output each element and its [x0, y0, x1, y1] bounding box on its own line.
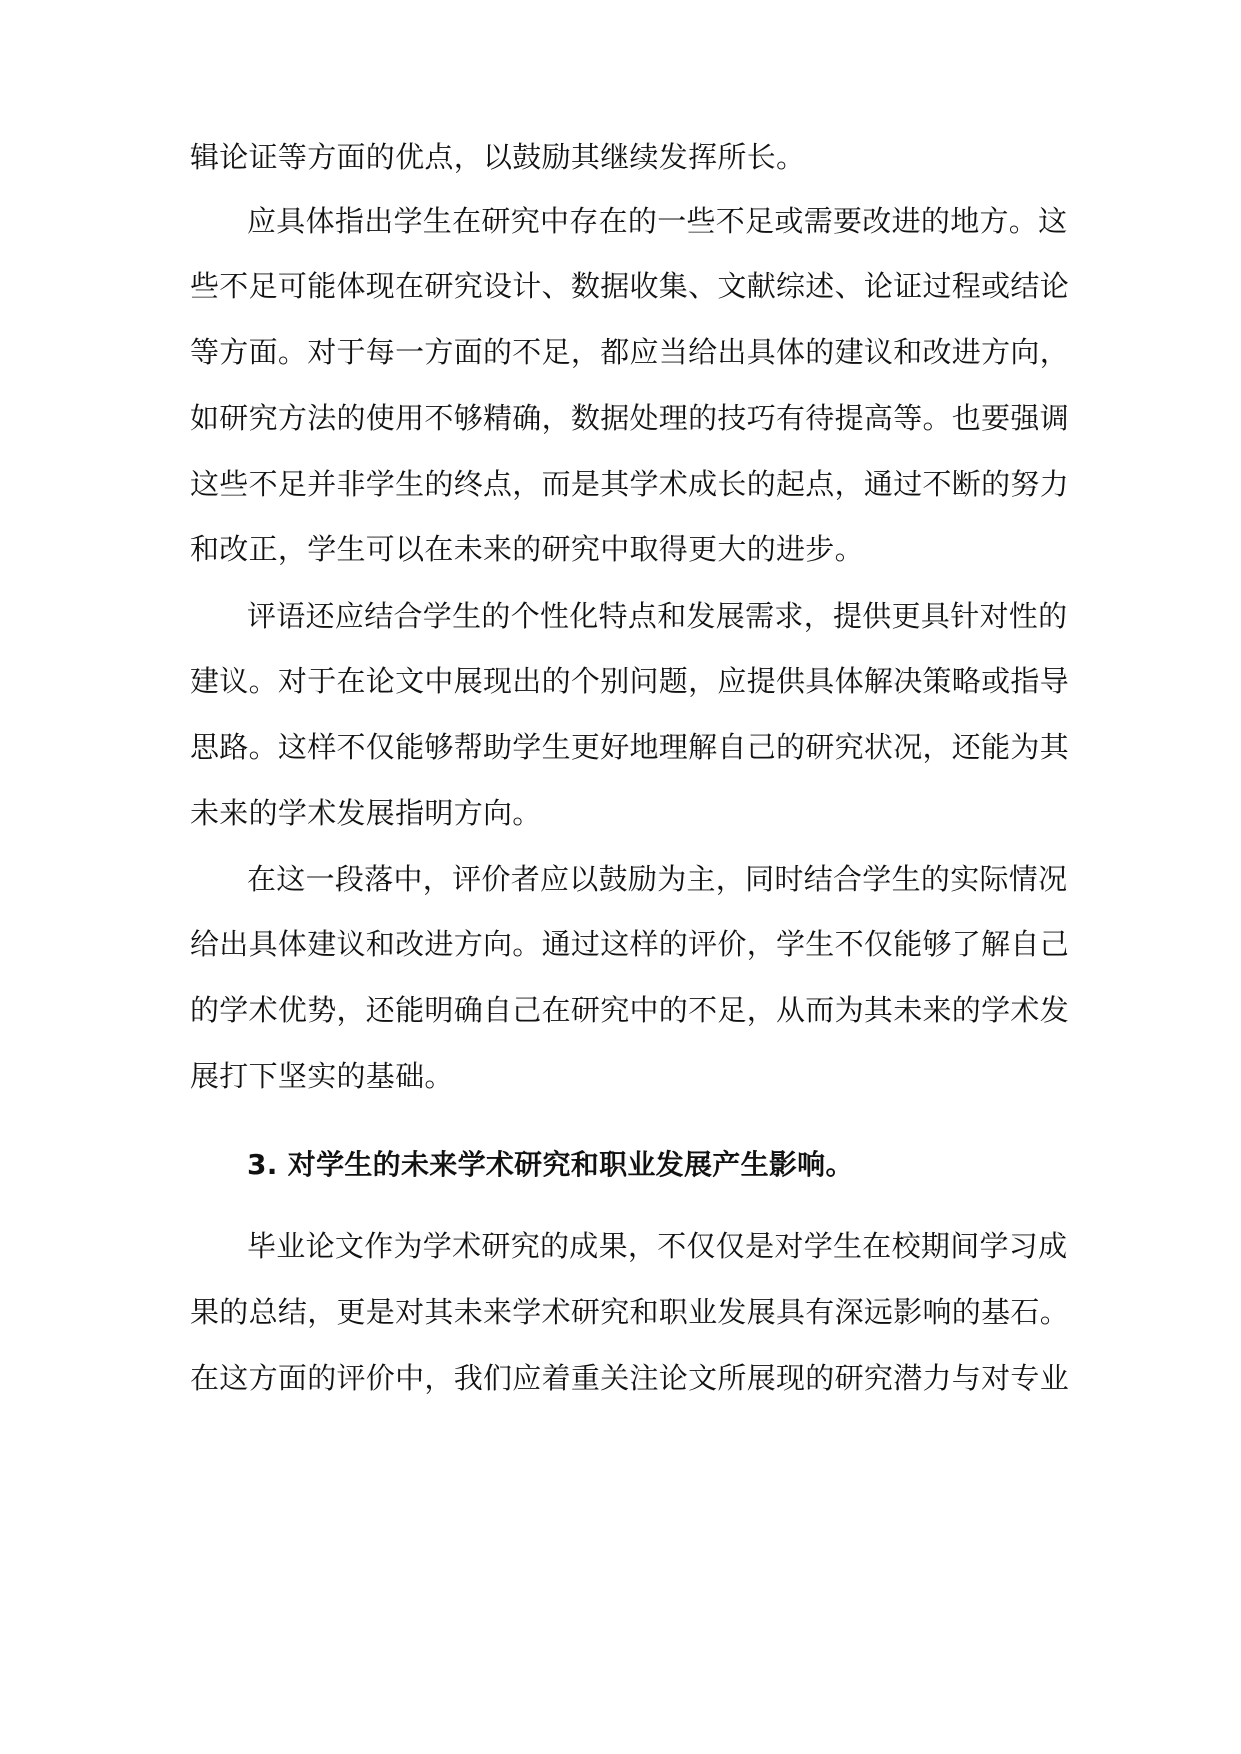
text-line: 些不足可能体现在研究设计、数据收集、文献综述、论证过程或结论	[190, 269, 1070, 303]
text-line: 果的总结，更是对其未来学术研究和职业发展具有深远影响的基石。	[190, 1295, 1070, 1329]
text-line: 建议。对于在论文中展现出的个别问题，应提供具体解决策略或指导	[190, 664, 1070, 698]
text-line: 给出具体建议和改进方向。通过这样的评价，学生不仅能够了解自己	[190, 927, 1070, 961]
text-line: 展打下坚实的基础。	[190, 1059, 454, 1093]
section-heading: 3. 对学生的未来学术研究和职业发展产生影响。	[247, 1148, 854, 1181]
text-line: 等方面。对于每一方面的不足，都应当给出具体的建议和改进方向，	[190, 335, 1070, 369]
paragraph-first-line: 应具体指出学生在研究中存在的一些不足或需要改进的地方。这	[247, 204, 1068, 238]
text-line: 如研究方法的使用不够精确，数据处理的技巧有待提高等。也要强调	[190, 401, 1070, 435]
text-line: 未来的学术发展指明方向。	[190, 796, 542, 830]
paragraph-first-line: 评语还应结合学生的个性化特点和发展需求，提供更具针对性的	[247, 599, 1068, 633]
paragraph-first-line: 毕业论文作为学术研究的成果，不仅仅是对学生在校期间学习成	[247, 1229, 1068, 1263]
text-line: 在这方面的评价中，我们应着重关注论文所展现的研究潜力与对专业	[190, 1361, 1070, 1395]
text-line: 思路。这样不仅能够帮助学生更好地理解自己的研究状况，还能为其	[190, 730, 1070, 764]
text-line: 的学术优势，还能明确自己在研究中的不足，从而为其未来的学术发	[190, 993, 1070, 1027]
text-line: 这些不足并非学生的终点，而是其学术成长的起点，通过不断的努力	[190, 467, 1070, 501]
text-line: 辑论证等方面的优点，以鼓励其继续发挥所长。	[190, 140, 806, 174]
text-line: 和改正，学生可以在未来的研究中取得更大的进步。	[190, 532, 864, 566]
paragraph-first-line: 在这一段落中，评价者应以鼓励为主，同时结合学生的实际情况	[247, 862, 1068, 896]
